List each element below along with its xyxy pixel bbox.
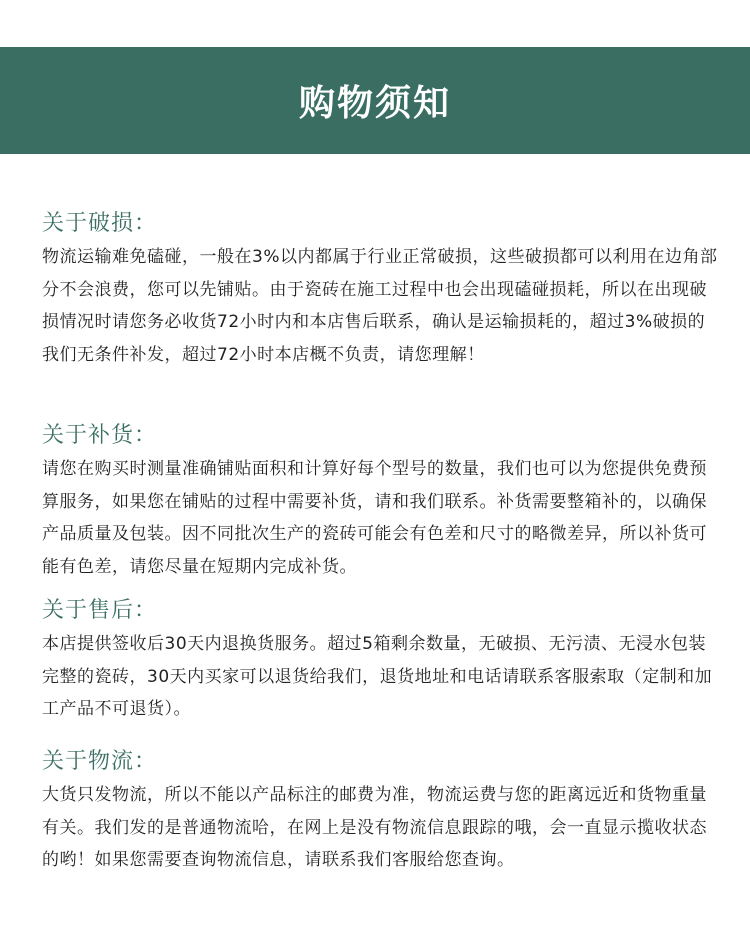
section-damage: [42, 209, 722, 371]
section-logistics: [42, 747, 722, 877]
section-heading-logistics: 关于物流：: [42, 749, 158, 774]
section-heading-damage: 关于破损：: [42, 211, 158, 236]
section-body-logistics: 大货只发物流，所以不能以产品标注的邮费为准，物流运费与您的距离远近和货物重量有关。我们发的是普通物流哈，在网上是没有物流信息跟踪的哦，会一直显示揽收状态的哟！如果您需要查询物流信息，请联系我们客服给您查询。: [42, 785, 707, 870]
page-title: 购物须知: [298, 83, 451, 124]
section-heading-after-sales: 关于售后：: [42, 598, 158, 623]
section-restock: [42, 421, 722, 583]
section-heading-restock: 关于补货：: [42, 423, 158, 448]
section-after-sales: [42, 596, 722, 726]
section-body-after-sales: 本店提供签收后30天内退换货服务。超过5箱剩余数量，无破损、无污渍、无浸水包装完整的瓷砖，30天内买家可以退货给我们，退货地址和电话请联系客服索取（定制和加工产品不可退货）。: [42, 634, 713, 719]
section-body-restock: 请您在购买时测量准确铺贴面积和计算好每个型号的数量，我们也可以为您提供免费预算服务，如果您在铺贴的过程中需要补货，请和我们联系。补货需要整箱补的，以确保产品质量及包装。因不同批次生产的瓷砖可能会有色差和尺寸的略微差异，所以补货可能有色差，请您尽量在短期内完成补货。: [42, 459, 707, 577]
section-body-damage: 物流运输难免磕碰，一般在3%以内都属于行业正常破损，这些破损都可以利用在边角部分不会浪费，您可以先铺贴。由于瓷砖在施工过程中也会出现磕碰损耗，所以在出现破损情况时请您务必收货72小时内和本店售后联系，确认是运输损耗的，超过3%破损的我们无条件补发，超过72小时本店概不负责，请您理解！: [42, 247, 718, 365]
header-banner: [0, 47, 750, 154]
